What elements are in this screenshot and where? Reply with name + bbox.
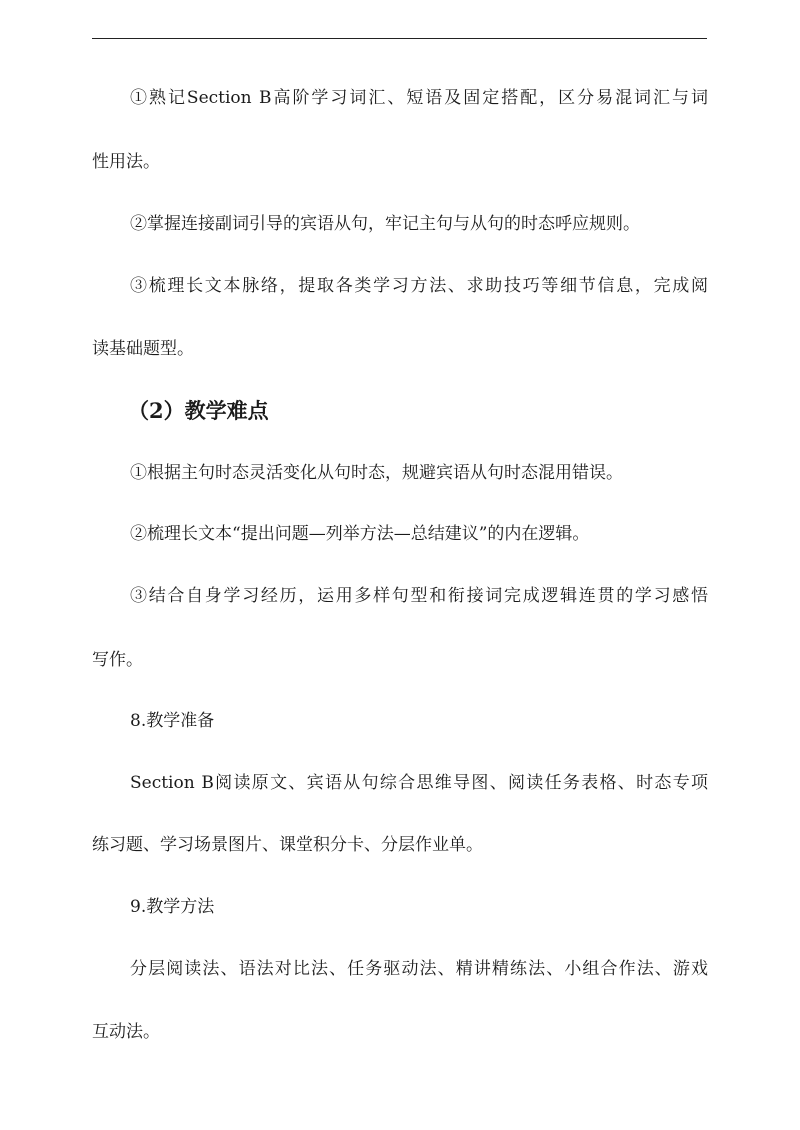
difficulty-3-line-2: 写作。: [92, 650, 143, 670]
methods-line-2: 互动法。: [92, 1022, 160, 1042]
objective-3-line-2: 读基础题型。: [92, 339, 194, 359]
objective-2-line-1: ②掌握连接副词引导的宾语从句，牢记主句与从句的时态呼应规则。: [130, 214, 640, 234]
difficulties-heading: （2）教学难点: [128, 398, 269, 423]
header-rule: [92, 38, 707, 39]
preparation-line-2: 练习题、学习场景图片、课堂积分卡、分层作业单。: [92, 835, 483, 855]
preparation-line-1: Section B阅读原文、宾语从句综合思维导图、阅读任务表格、时态专项: [130, 773, 708, 793]
objective-1-line-1: ①熟记Section B高阶学习词汇、短语及固定搭配，区分易混词汇与词: [130, 88, 708, 108]
objective-1-line-2: 性用法。: [92, 152, 160, 172]
methods-line-1: 分层阅读法、语法对比法、任务驱动法、精讲精练法、小组合作法、游戏: [130, 959, 708, 979]
objective-3-line-1: ③梳理长文本脉络，提取各类学习方法、求助技巧等细节信息，完成阅: [130, 276, 708, 296]
methods-heading: 9.教学方法: [130, 897, 215, 917]
difficulty-3-line-1: ③结合自身学习经历，运用多样句型和衔接词完成逻辑连贯的学习感悟: [130, 586, 708, 606]
difficulty-1-line-1: ①根据主句时态灵活变化从句时态，规避宾语从句时态混用错误。: [130, 463, 623, 483]
preparation-heading: 8.教学准备: [130, 711, 215, 731]
difficulty-2-line-1: ②梳理长文本“提出问题—列举方法—总结建议”的内在逻辑。: [130, 524, 590, 544]
